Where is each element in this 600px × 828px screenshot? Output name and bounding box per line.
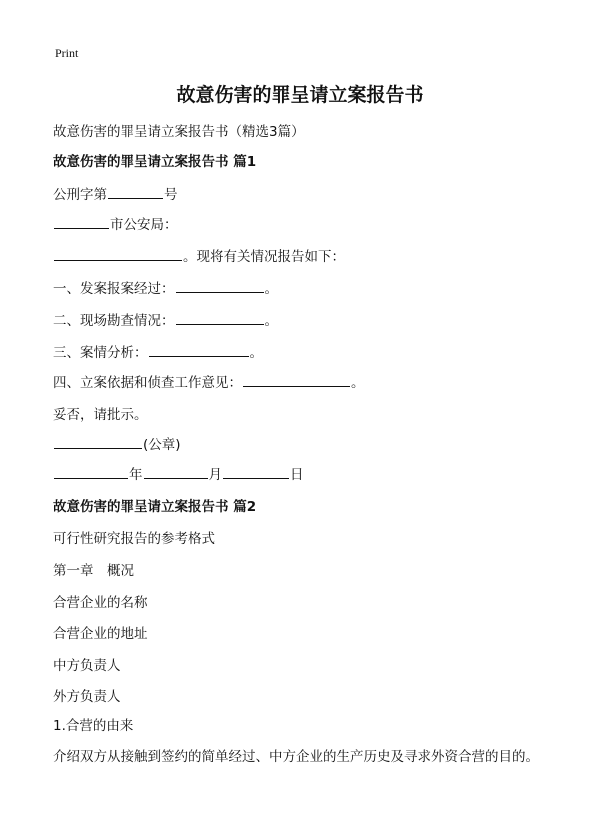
year-label: 年 [129, 467, 143, 483]
document-subtitle: 故意伤害的罪呈请立案报告书（精选3篇） [53, 124, 305, 140]
paragraph: 外方负责人 [53, 689, 121, 705]
city-blank [54, 216, 109, 229]
paragraph: 可行性研究报告的参考格式 [53, 531, 215, 547]
date-line [53, 463, 304, 483]
approve-line: 妥否，请批示。 [53, 407, 148, 423]
day-blank [223, 466, 289, 479]
paragraph: 1.合营的由来 [53, 718, 134, 734]
item4-period: 。 [351, 375, 365, 391]
item2-label: 二、现场勘查情况： [53, 313, 175, 329]
seal-label: (公章) [143, 437, 181, 453]
item2-line [53, 309, 278, 329]
item4-line [53, 371, 365, 391]
section2-heading: 故意伤害的罪呈请立案报告书 篇2 [53, 499, 257, 515]
chapter-heading: 第一章 概况 [53, 563, 134, 579]
paragraph: 合营企业的地址 [53, 626, 148, 642]
item4-blank [243, 374, 350, 387]
case-number-suffix: 号 [164, 187, 178, 203]
report-subject-blank [54, 248, 182, 261]
item1-line [53, 277, 278, 297]
item1-label: 一、发案报案经过： [53, 281, 175, 297]
seal-line [53, 433, 181, 453]
year-blank [54, 466, 128, 479]
bureau-line [53, 213, 178, 233]
report-intro-line [53, 245, 345, 265]
item2-period: 。 [264, 313, 278, 329]
item1-period: 。 [264, 281, 278, 297]
item3-line [53, 341, 263, 361]
document-title: 故意伤害的罪呈请立案报告书 [176, 84, 424, 106]
paragraph: 合营企业的名称 [53, 595, 148, 611]
report-intro-text: 。现将有关情况报告如下： [183, 249, 345, 265]
item3-blank [149, 344, 249, 357]
seal-blank [54, 436, 142, 449]
item2-blank [176, 312, 264, 325]
case-number-prefix: 公刑字第 [53, 187, 107, 203]
case-number-blank [108, 186, 163, 199]
paragraph: 介绍双方从接触到签约的简单经过、中方企业的生产历史及寻求外资合营的目的。 [53, 749, 539, 765]
paragraph: 中方负责人 [53, 658, 121, 674]
item3-period: 。 [249, 345, 263, 361]
print-label[interactable]: Print [55, 46, 79, 60]
month-blank [144, 466, 208, 479]
item4-label: 四、立案依据和侦查工作意见： [53, 375, 242, 391]
item1-blank [176, 280, 264, 293]
day-label: 日 [290, 467, 304, 483]
item3-label: 三、案情分析： [53, 345, 148, 361]
bureau-label: 市公安局： [110, 217, 178, 233]
section1-heading: 故意伤害的罪呈请立案报告书 篇1 [53, 154, 257, 170]
case-number-line [53, 183, 178, 203]
month-label: 月 [208, 467, 222, 483]
